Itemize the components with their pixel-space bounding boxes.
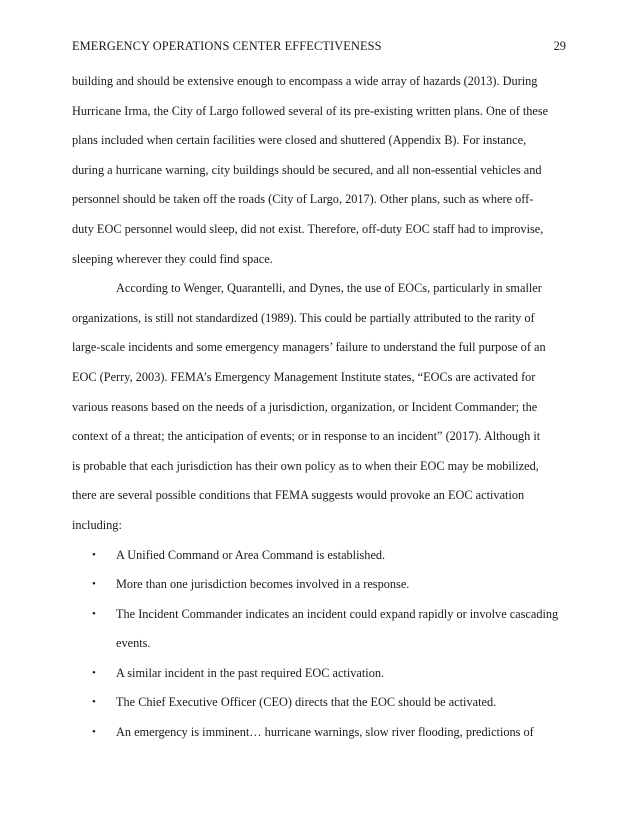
text-line: during a hurricane warning, city buildings should be secured, and all non-essential vehicles and — [72, 162, 542, 177]
text-line: organizations, is still not standardized (1989). This could be partially attributed to the rarity of — [72, 310, 535, 325]
text-line: there are several possible conditions that FEMA suggests would provoke an EOC activation — [72, 488, 525, 503]
page-header — [72, 38, 566, 54]
list-item — [72, 659, 566, 689]
list-item — [72, 541, 566, 571]
list-item-text: An emergency is imminent… hurricane warnings, slow river flooding, predictions of — [116, 725, 534, 740]
text-line: plans included when certain facilities were closed and shuttered (Appendix B). For instance, — [72, 133, 527, 148]
list-item-continuation: events. — [116, 636, 151, 651]
bullet-icon: • — [92, 726, 96, 739]
body-text — [72, 67, 566, 748]
activation-conditions-list — [72, 541, 566, 748]
text-line: is probable that each jurisdiction has their own policy as to when their EOC may be mobilized, — [72, 458, 539, 473]
list-item — [72, 688, 566, 718]
list-item-text: A Unified Command or Area Command is established. — [116, 547, 386, 562]
page-number: 29 — [553, 39, 566, 53]
text-line: EOC (Perry, 2003). FEMA’s Emergency Management Institute states, “EOCs are activated for — [72, 369, 536, 384]
paragraph-1 — [72, 67, 566, 274]
list-item — [72, 718, 566, 748]
bullet-icon: • — [92, 696, 96, 709]
list-item-text: More than one jurisdiction becomes involved in a response. — [116, 577, 410, 592]
text-line: large-scale incidents and some emergency managers’ failure to understand the full purpose of an — [72, 340, 546, 355]
text-line: various reasons based on the needs of a jurisdiction, organization, or Incident Commander; the — [72, 399, 538, 414]
text-line: According to Wenger, Quarantelli, and Dynes, the use of EOCs, particularly in smaller — [116, 281, 542, 296]
bullet-icon: • — [92, 548, 96, 561]
paragraph-2 — [72, 274, 566, 540]
text-line: personnel should be taken off the roads (City of Largo, 2017). Other plans, such as where off- — [72, 192, 534, 207]
bullet-icon: • — [92, 666, 96, 679]
list-item — [72, 600, 566, 630]
text-line: sleeping wherever they could find space. — [72, 251, 273, 266]
text-line: duty EOC personnel would sleep, did not exist. Therefore, off-duty EOC staff had to improvise, — [72, 221, 544, 236]
list-item-text: The Incident Commander indicates an incident could expand rapidly or involve cascading — [116, 606, 559, 621]
running-head: EMERGENCY OPERATIONS CENTER EFFECTIVENESS — [72, 39, 382, 53]
list-item-text: A similar incident in the past required EOC activation. — [116, 665, 385, 680]
text-line: including: — [72, 517, 122, 532]
bullet-icon: • — [92, 578, 96, 591]
text-line: Hurricane Irma, the City of Largo followed several of its pre-existing written plans. One of these — [72, 103, 549, 118]
text-line: context of a threat; the anticipation of events; or in response to an incident” (2017). Although it — [72, 429, 541, 444]
text-line: building and should be extensive enough to encompass a wide array of hazards (2013). During — [72, 74, 538, 88]
bullet-icon: • — [92, 607, 96, 620]
list-item — [72, 570, 566, 600]
list-item-text: The Chief Executive Officer (CEO) directs that the EOC should be activated. — [116, 695, 497, 710]
